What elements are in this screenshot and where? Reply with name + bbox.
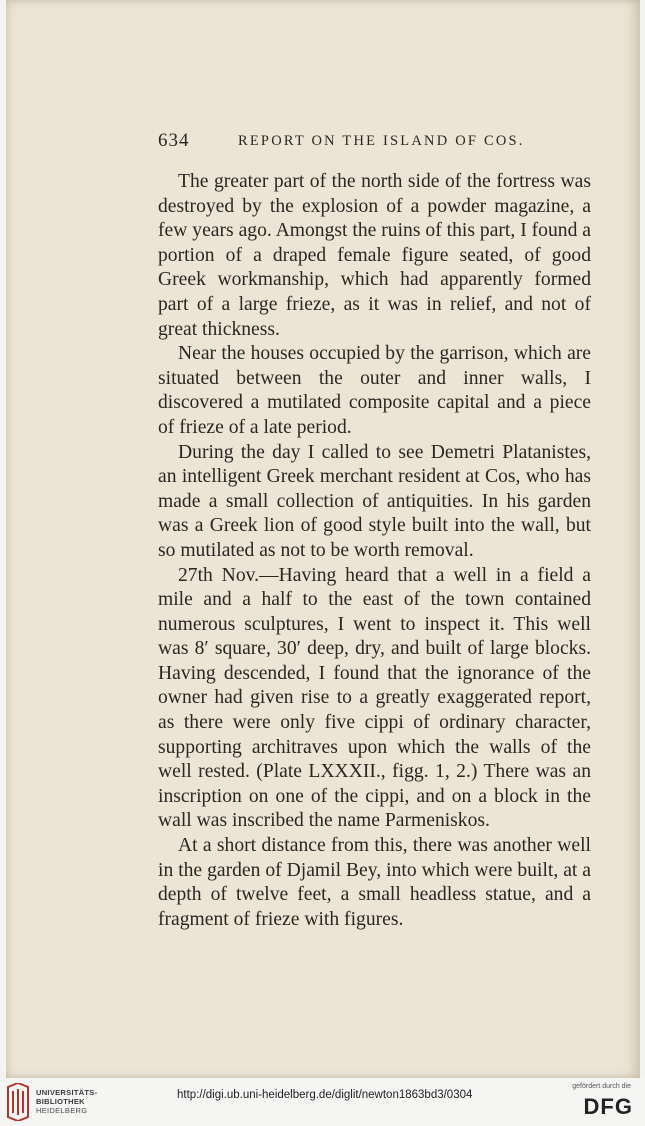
paragraph: The greater part of the north side of the fortress was destroyed by the explosion of a powder magazine, a few years ago. Amongst the ruins of this part, I found a portion of a draped female figure seated, of good Greek workmanship, which had apparently formed part of a large frieze, as it was in relief, and not of great thickness.	[158, 171, 591, 340]
paragraph: During the day I called to see Demetri Platanistes, an intelligent Greek merchant resident at Cos, who has made a small collection of antiquities. In his garden was a Greek lion of good style built into the wall, but so mutilated as not to be worth removal.	[158, 441, 591, 561]
paragraph: At a short distance from this, there was another well in the garden of Djamil Bey, into which were built, at a depth of twelve feet, a small headless statue, and a fragment of frieze with figures.	[158, 835, 591, 930]
viewer-footer	[0, 1078, 645, 1126]
library-name: UNIVERSITÄTS- BIBLIOTHEK HEIDELBERG	[36, 1088, 98, 1115]
body-text	[158, 170, 591, 932]
running-title: REPORT ON THE ISLAND OF COS.	[238, 133, 525, 149]
paragraph: 27th Nov.—Having heard that a well in a field a mile and a half to the east of the town contained numerous sculptures, I went to inspect it. This well was 8′ square, 30′ deep, dry, and built of large blocks. Having descended, I found that the ignorance of the owner had given rise to a greatly exaggerated report, as there were only five cippi of ordinary character, supporting architraves upon which the walls of the well rested. (Plate LXXXII., figg. 1, 2.) There was an inscription on one of the cippi, and on a block in the wall was inscribed the name Parmeniskos.	[158, 564, 591, 832]
paragraph: Near the houses occupied by the garrison, which are situated between the outer and inner walls, I discovered a mutilated composite capital and a piece of frieze of a late period.	[158, 343, 591, 438]
dfg-logo: DFG	[583, 1094, 633, 1119]
page-number: 634	[158, 130, 190, 151]
funder-label: gefördert durch die	[572, 1083, 631, 1090]
permalink[interactable]: http://digi.ub.uni-heidelberg.de/diglit/newton1863bd3/0304	[177, 1089, 473, 1101]
university-library-logo-icon	[4, 1083, 32, 1121]
scanned-page	[6, 0, 640, 1078]
